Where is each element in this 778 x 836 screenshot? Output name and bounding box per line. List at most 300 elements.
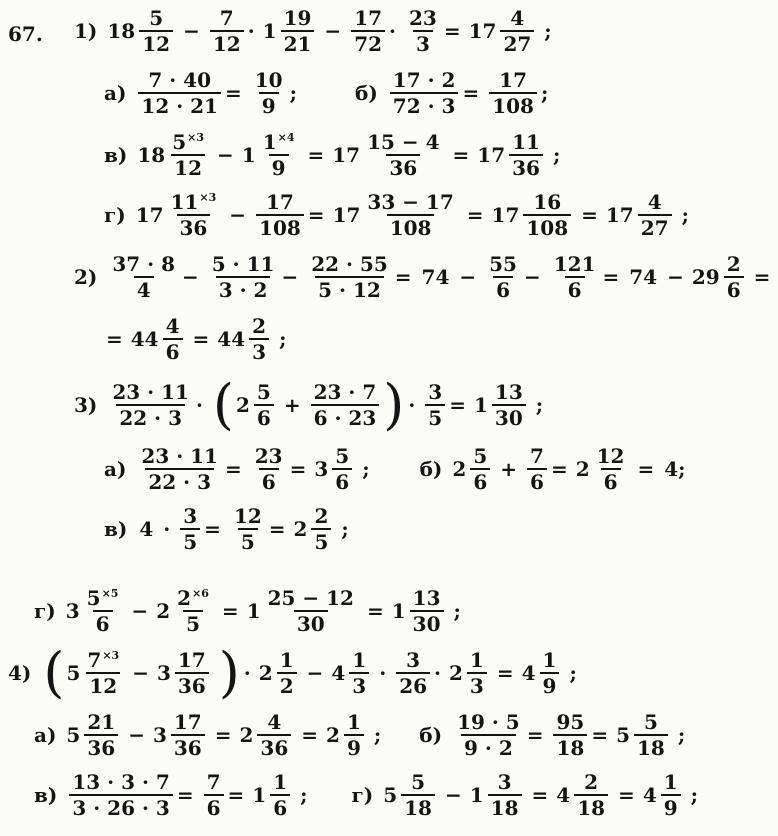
numerator: 16 bbox=[533, 190, 562, 214]
mixed-number bbox=[294, 506, 334, 552]
fraction bbox=[281, 8, 315, 54]
whole-part: 2 bbox=[575, 457, 590, 481]
fraction bbox=[406, 8, 440, 54]
denominator: 6 bbox=[270, 794, 290, 818]
whole-part: 1 bbox=[469, 783, 484, 807]
fraction bbox=[311, 382, 380, 428]
mixed-number bbox=[474, 382, 528, 428]
math-symbol: − bbox=[229, 203, 247, 227]
numerator: 55 bbox=[489, 252, 517, 276]
numerator: 37 · 8 bbox=[112, 252, 176, 276]
item-label: а) bbox=[104, 457, 127, 481]
whole-part: 2 bbox=[239, 723, 254, 747]
math-symbol: ; bbox=[373, 723, 382, 747]
numerator: 7 · 40 bbox=[148, 68, 212, 92]
numerator: 3 bbox=[497, 770, 512, 794]
fraction bbox=[486, 254, 520, 300]
whole-part: 4 bbox=[556, 783, 571, 807]
denominator: 36 bbox=[175, 672, 209, 696]
denominator: 6 bbox=[93, 610, 113, 634]
numerator: 3 bbox=[406, 648, 421, 672]
fraction bbox=[84, 650, 122, 696]
math-symbol: ; bbox=[569, 661, 577, 685]
denominator: 30 bbox=[410, 610, 444, 634]
denominator: 22 · 3 bbox=[116, 404, 185, 428]
numerator: 23 bbox=[409, 6, 437, 30]
denominator: 36 bbox=[84, 734, 118, 758]
denominator: 3 bbox=[249, 338, 269, 362]
math-symbol: = bbox=[307, 203, 325, 227]
math-symbol: ; bbox=[540, 81, 549, 105]
numerator: 23 · 11 bbox=[141, 444, 218, 468]
denominator: 30 bbox=[294, 610, 328, 634]
numerator: 19 · 5 bbox=[457, 710, 520, 734]
denominator: 6 bbox=[470, 468, 490, 492]
equation-line-2b bbox=[104, 316, 294, 362]
item-label: б) bbox=[419, 723, 443, 747]
mixed-number bbox=[153, 712, 207, 758]
fraction bbox=[209, 254, 278, 300]
fraction bbox=[270, 772, 290, 818]
fraction bbox=[257, 712, 291, 758]
numerator: 17 bbox=[266, 190, 294, 214]
equation-line-1a bbox=[104, 70, 556, 116]
math-symbol: 74 bbox=[629, 265, 658, 289]
multiplier-mark: ×5 bbox=[101, 587, 119, 601]
denominator: 30 bbox=[492, 404, 526, 428]
fraction bbox=[410, 588, 444, 634]
denominator: 26 bbox=[396, 672, 430, 696]
mixed-number bbox=[469, 8, 537, 54]
math-symbol: ; bbox=[535, 393, 544, 417]
fraction bbox=[594, 446, 628, 492]
fraction bbox=[311, 506, 331, 552]
denominator: 18 bbox=[634, 734, 668, 758]
denominator: 12 bbox=[210, 30, 244, 54]
denominator: 6 bbox=[493, 276, 513, 300]
math-symbol: − bbox=[444, 783, 462, 807]
fraction bbox=[109, 254, 178, 300]
parenthesis: ( bbox=[43, 641, 65, 704]
denominator: 6 bbox=[254, 404, 274, 428]
denominator: 5 bbox=[238, 528, 258, 552]
item-label: б) bbox=[354, 81, 378, 105]
math-symbol: = bbox=[602, 265, 620, 289]
numerator: 1 bbox=[469, 648, 484, 672]
fraction bbox=[171, 712, 205, 758]
numerator: 23 bbox=[254, 444, 283, 468]
denominator: 6 bbox=[724, 276, 744, 300]
numerator: 19 bbox=[283, 6, 312, 30]
equation-line-4 bbox=[8, 641, 585, 704]
denominator: 5 bbox=[311, 528, 331, 552]
numerator: 17 bbox=[499, 68, 527, 92]
multiplier-mark: ×3 bbox=[187, 131, 204, 145]
numerator: 2 bbox=[726, 252, 741, 276]
math-symbol: 74 bbox=[421, 265, 450, 289]
fraction bbox=[138, 446, 221, 492]
fraction bbox=[574, 772, 608, 818]
numerator: 1 bbox=[273, 770, 288, 794]
denominator: 6 bbox=[527, 468, 547, 492]
parenthesis: ( bbox=[212, 373, 234, 436]
whole-part: 5 bbox=[616, 723, 630, 747]
numerator: $5^{\times 3}$ bbox=[172, 130, 204, 154]
mixed-number bbox=[66, 650, 124, 696]
fraction bbox=[265, 588, 357, 634]
denominator: 27 bbox=[638, 214, 672, 238]
math-symbol: = bbox=[204, 517, 221, 541]
fraction bbox=[661, 772, 681, 818]
item-label: б) bbox=[419, 457, 443, 481]
math-symbol: = bbox=[452, 143, 470, 167]
numerator: 1 bbox=[663, 770, 678, 794]
fraction bbox=[527, 446, 547, 492]
numerator: 1 bbox=[279, 648, 294, 672]
math-symbol: · bbox=[408, 393, 416, 417]
fraction bbox=[252, 70, 286, 116]
math-symbol: − bbox=[324, 19, 342, 43]
item-label: в) bbox=[104, 143, 128, 167]
math-symbol: = bbox=[106, 327, 123, 351]
fraction bbox=[332, 446, 352, 492]
whole-part: 17 bbox=[332, 143, 361, 167]
fraction bbox=[109, 382, 192, 428]
whole-part: 2 bbox=[326, 723, 340, 747]
equation-line-2 bbox=[74, 254, 778, 300]
mixed-number bbox=[383, 772, 437, 818]
numerator: 11 bbox=[512, 130, 540, 154]
whole-part: 1 bbox=[252, 783, 267, 807]
denominator: 18 bbox=[574, 794, 608, 818]
fraction bbox=[138, 70, 221, 116]
mixed-number bbox=[477, 132, 545, 178]
math-symbol: = bbox=[496, 661, 514, 685]
fraction bbox=[344, 712, 364, 758]
denominator: 4 bbox=[134, 276, 154, 300]
denominator: 6 bbox=[259, 468, 279, 492]
equation-line-3a bbox=[104, 446, 694, 492]
denominator: 12 bbox=[171, 154, 205, 178]
numerator: 5 bbox=[335, 444, 350, 468]
mixed-number bbox=[263, 8, 317, 54]
numerator: $7^{\times 3}$ bbox=[87, 648, 120, 672]
whole-part: 44 bbox=[130, 327, 159, 351]
mixed-number bbox=[470, 772, 524, 818]
math-symbol: − bbox=[281, 265, 299, 289]
math-symbol: = bbox=[753, 265, 771, 289]
math-symbol: 4 bbox=[139, 517, 154, 541]
mixed-number bbox=[252, 772, 292, 818]
whole-part: 17 bbox=[491, 203, 520, 227]
mixed-number bbox=[332, 132, 444, 178]
item-label: 1) bbox=[74, 19, 98, 43]
mixed-number bbox=[247, 588, 359, 634]
whole-part: 3 bbox=[152, 723, 167, 747]
fraction bbox=[540, 650, 560, 696]
fraction bbox=[489, 70, 537, 116]
multiplier-mark: ×3 bbox=[102, 649, 120, 663]
denominator: 6 bbox=[163, 338, 183, 362]
mixed-number bbox=[157, 650, 211, 696]
multiplier-mark: ×4 bbox=[277, 131, 295, 145]
math-symbol: = bbox=[221, 599, 239, 623]
fraction bbox=[500, 8, 534, 54]
denominator: 3 · 26 · 3 bbox=[69, 794, 172, 818]
mixed-number bbox=[239, 712, 293, 758]
numerator: 1 bbox=[542, 648, 557, 672]
math-symbol: = bbox=[394, 265, 412, 289]
math-symbol: = bbox=[268, 517, 286, 541]
whole-part: 3 bbox=[65, 599, 80, 623]
fraction bbox=[204, 772, 224, 818]
math-symbol: · bbox=[379, 661, 387, 685]
fraction bbox=[523, 192, 571, 238]
math-symbol: = bbox=[227, 783, 245, 807]
mixed-number bbox=[131, 316, 185, 362]
mixed-number bbox=[66, 712, 120, 758]
math-symbol: − bbox=[217, 143, 234, 167]
math-symbol: ; bbox=[362, 457, 370, 481]
math-symbol: − bbox=[132, 661, 149, 685]
equation-line-1 bbox=[74, 8, 560, 54]
math-symbol: 4; bbox=[664, 457, 686, 481]
mixed-number bbox=[556, 772, 610, 818]
fraction bbox=[349, 650, 369, 696]
denominator: 36 bbox=[177, 214, 211, 238]
fraction bbox=[163, 316, 183, 362]
numerator: $5^{\times 5}$ bbox=[86, 586, 119, 610]
math-symbol: = bbox=[289, 457, 307, 481]
denominator: 108 bbox=[387, 214, 435, 238]
numerator: 5 bbox=[411, 770, 426, 794]
denominator: 36 bbox=[386, 154, 420, 178]
item-label: 3) bbox=[74, 393, 98, 417]
fraction bbox=[364, 132, 442, 178]
whole-part: 17 bbox=[477, 143, 506, 167]
fraction bbox=[401, 772, 435, 818]
item-label: в) bbox=[104, 517, 128, 541]
numerator: 2 bbox=[314, 504, 329, 528]
denominator: 9 bbox=[259, 92, 279, 116]
math-symbol: = bbox=[449, 393, 466, 417]
math-symbol: − bbox=[183, 19, 200, 43]
denominator: 12 bbox=[86, 672, 120, 696]
whole-part: 3 bbox=[314, 457, 329, 481]
denominator: 108 bbox=[489, 92, 537, 116]
multiplier-mark: ×3 bbox=[199, 191, 217, 205]
fraction bbox=[180, 506, 200, 552]
denominator: 3 bbox=[349, 672, 369, 696]
fraction bbox=[454, 712, 523, 758]
mixed-number bbox=[576, 446, 630, 492]
multiplier-mark: ×6 bbox=[192, 587, 209, 601]
denominator: 18 bbox=[488, 794, 522, 818]
numerator: 23 · 7 bbox=[313, 380, 377, 404]
math-symbol: = bbox=[224, 81, 242, 105]
item-label: а) bbox=[104, 81, 127, 105]
item-label: г) bbox=[104, 203, 126, 227]
fraction bbox=[168, 192, 220, 238]
math-symbol: = bbox=[581, 203, 598, 227]
mixed-number bbox=[449, 650, 489, 696]
denominator: 18 bbox=[553, 734, 587, 758]
item-label: а) bbox=[34, 723, 57, 747]
fraction bbox=[84, 712, 118, 758]
numerator: $2^{\times 6}$ bbox=[177, 586, 209, 610]
fraction bbox=[175, 650, 209, 696]
mixed-number bbox=[692, 254, 746, 300]
numerator: 7 bbox=[206, 770, 221, 794]
math-symbol: − bbox=[667, 265, 684, 289]
mixed-number bbox=[66, 588, 124, 634]
numerator: 21 bbox=[87, 710, 116, 734]
math-symbol: = bbox=[637, 457, 655, 481]
fraction bbox=[553, 712, 587, 758]
numerator: 17 bbox=[177, 648, 206, 672]
mixed-number bbox=[643, 772, 683, 818]
numerator: 13 · 3 · 7 bbox=[72, 770, 170, 794]
mixed-number bbox=[333, 192, 459, 238]
math-symbol: = bbox=[176, 783, 194, 807]
numerator: 3 bbox=[428, 380, 443, 404]
denominator: 12 · 21 bbox=[138, 92, 221, 116]
item-label: 4) bbox=[8, 661, 32, 685]
math-symbol: = bbox=[443, 19, 461, 43]
fraction bbox=[174, 588, 212, 634]
fraction bbox=[84, 588, 122, 634]
numerator: 5 · 11 bbox=[211, 252, 275, 276]
denominator: 2 bbox=[277, 672, 297, 696]
numerator: 13 bbox=[412, 586, 441, 610]
numerator: 17 bbox=[173, 710, 202, 734]
whole-part: 4 bbox=[521, 661, 536, 685]
parenthesis: ) bbox=[218, 641, 240, 704]
whole-part: 2 bbox=[258, 661, 273, 685]
equation-line-3 bbox=[74, 373, 551, 436]
whole-part: 1 bbox=[246, 599, 261, 623]
fraction bbox=[231, 506, 265, 552]
mixed-number bbox=[331, 650, 371, 696]
whole-part: 2 bbox=[452, 457, 467, 481]
whole-part: 4 bbox=[331, 661, 346, 685]
item-label: в) bbox=[34, 783, 58, 807]
denominator: 3 bbox=[467, 672, 487, 696]
fraction bbox=[638, 192, 672, 238]
math-symbol: ; bbox=[279, 327, 287, 351]
numerator: $1^{\times 4}$ bbox=[262, 130, 295, 154]
denominator: 18 bbox=[401, 794, 435, 818]
denominator: 9 bbox=[661, 794, 681, 818]
numerator: 2 bbox=[252, 314, 267, 338]
whole-part: 2 bbox=[156, 599, 171, 623]
equation-line-4a bbox=[34, 712, 693, 758]
numerator: 121 bbox=[553, 252, 596, 276]
mixed-number bbox=[492, 192, 574, 238]
denominator: 5 bbox=[180, 528, 200, 552]
whole-part: 17 bbox=[135, 203, 164, 227]
denominator: 5 bbox=[425, 404, 445, 428]
math-symbol: − bbox=[523, 265, 541, 289]
fraction bbox=[139, 8, 173, 54]
mixed-number bbox=[259, 650, 299, 696]
mixed-number bbox=[392, 588, 446, 634]
math-symbol: ; bbox=[289, 81, 297, 105]
whole-part: 1 bbox=[241, 143, 256, 167]
numerator: 95 bbox=[556, 710, 585, 734]
math-symbol: ; bbox=[681, 203, 689, 227]
denominator: 36 bbox=[171, 734, 205, 758]
math-symbol: = bbox=[307, 143, 325, 167]
fraction bbox=[308, 254, 391, 300]
numerator: 12 bbox=[233, 504, 262, 528]
fraction bbox=[260, 132, 298, 178]
math-symbol: = bbox=[618, 783, 635, 807]
numerator: 4 bbox=[647, 190, 662, 214]
fraction bbox=[425, 382, 445, 428]
mixed-number bbox=[156, 588, 214, 634]
numerator: 5 bbox=[256, 380, 271, 404]
math-symbol: − bbox=[459, 265, 477, 289]
math-symbol: = bbox=[531, 783, 549, 807]
fraction bbox=[256, 192, 304, 238]
numerator: 17 · 2 bbox=[392, 68, 456, 92]
denominator: 12 bbox=[139, 30, 173, 54]
whole-part: 1 bbox=[473, 393, 488, 417]
mixed-number bbox=[217, 316, 271, 362]
item-label: 2) bbox=[74, 265, 98, 289]
denominator: 36 bbox=[257, 734, 291, 758]
math-symbol: = bbox=[526, 723, 544, 747]
numerator: 13 bbox=[494, 380, 523, 404]
whole-part: 5 bbox=[66, 661, 81, 685]
whole-part: 17 bbox=[332, 203, 361, 227]
whole-part: 5 bbox=[383, 783, 398, 807]
numerator: 7 bbox=[530, 444, 544, 468]
denominator: 5 bbox=[183, 610, 203, 634]
math-symbol: · bbox=[247, 19, 255, 43]
mixed-number bbox=[136, 192, 222, 238]
numerator: 22 · 55 bbox=[311, 252, 388, 276]
math-symbol: = bbox=[462, 81, 480, 105]
mixed-number bbox=[522, 650, 562, 696]
math-symbol: ; bbox=[453, 599, 461, 623]
math-symbol: − bbox=[306, 661, 324, 685]
fraction bbox=[169, 132, 207, 178]
fraction bbox=[551, 254, 599, 300]
numerator: 4 bbox=[165, 314, 180, 338]
whole-part: 5 bbox=[66, 723, 81, 747]
whole-part: 18 bbox=[107, 19, 136, 43]
whole-part: 3 bbox=[156, 661, 171, 685]
denominator: 72 · 3 bbox=[390, 92, 459, 116]
whole-part: 1 bbox=[391, 599, 406, 623]
denominator: 22 · 3 bbox=[145, 468, 214, 492]
math-symbol: + bbox=[500, 457, 518, 481]
mixed-number bbox=[326, 712, 366, 758]
fraction bbox=[252, 446, 286, 492]
math-symbol: = bbox=[301, 723, 319, 747]
numerator: 7 bbox=[219, 6, 234, 30]
numerator: 5 bbox=[473, 444, 488, 468]
fraction bbox=[396, 650, 430, 696]
math-symbol: = bbox=[466, 203, 484, 227]
numerator: 4 bbox=[510, 6, 525, 30]
whole-part: 2 bbox=[449, 661, 463, 685]
fraction bbox=[390, 70, 459, 116]
numerator: 23 · 11 bbox=[112, 380, 189, 404]
numerator: 17 bbox=[354, 6, 383, 30]
